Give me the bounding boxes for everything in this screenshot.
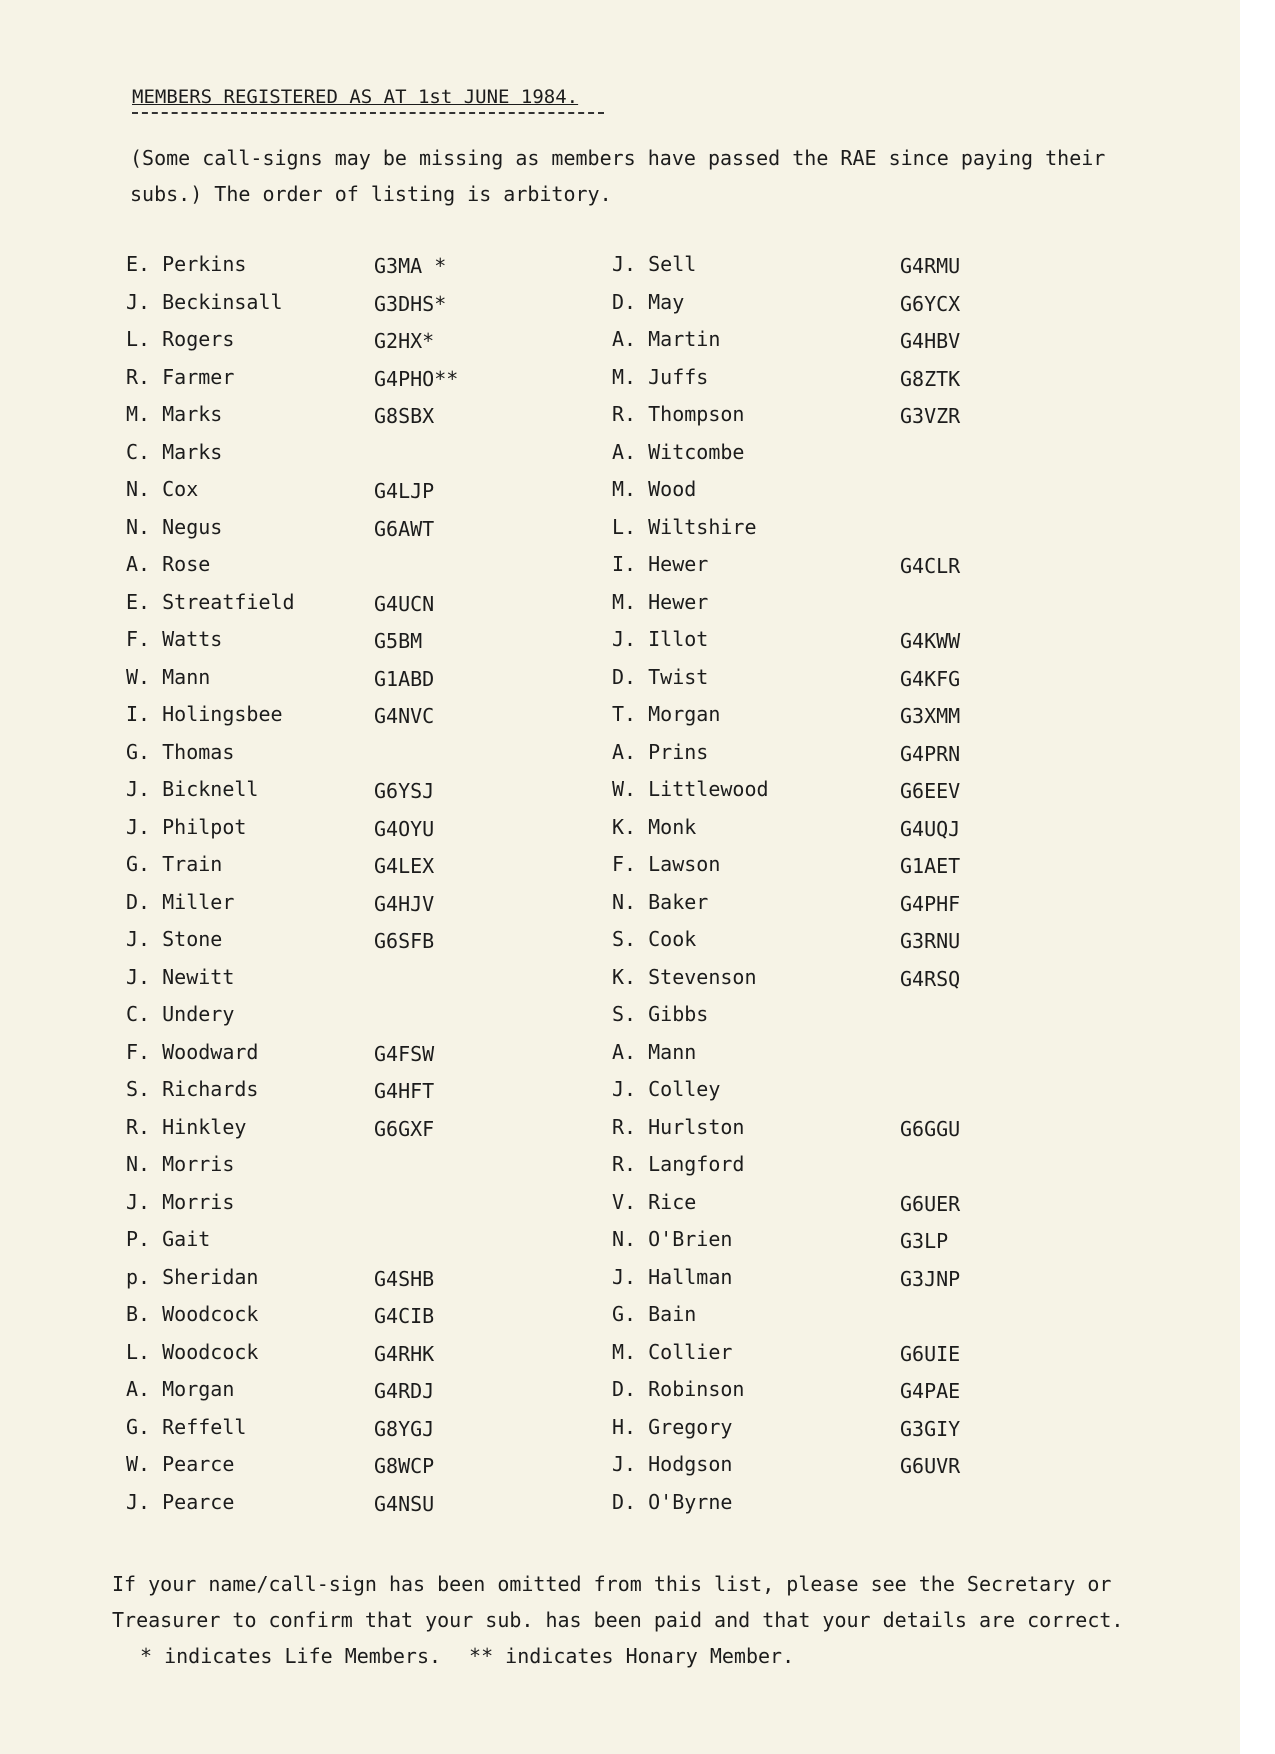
member-name: N. O'Brien (612, 1227, 733, 1251)
member-callsign: G3DHS* (374, 291, 447, 316)
member-callsign: G3JNP (900, 1266, 961, 1291)
intro-paragraph: (Some call-signs may be missing as members have passed the RAE since paying their subs.) The order of listing is arbitory. (130, 146, 1106, 206)
member-callsign: G6GXF (374, 1116, 435, 1141)
member-callsign: G4RSQ (900, 966, 961, 991)
member-name: R. Farmer (126, 364, 235, 389)
member-callsign: G4PHF (900, 891, 961, 916)
member-name: K. Stevenson (612, 964, 757, 989)
member-callsign: G3XMM (900, 704, 961, 728)
member-callsign: G8ZTK (900, 366, 961, 391)
footer-note (112, 1566, 1142, 1674)
member-callsign: G4CIB (374, 1304, 435, 1328)
member-callsign: G4PRN (900, 741, 961, 766)
member-name: D. Miller (126, 889, 235, 914)
member-callsign: G3GIY (900, 1416, 961, 1441)
member-name: A. Martin (612, 327, 721, 351)
member-name: M. Wood (612, 477, 697, 501)
member-name: L. Woodcock (126, 1339, 259, 1364)
member-name: A. Prins (612, 739, 709, 764)
member-name: J. Pearce (126, 1489, 235, 1514)
page-title: MEMBERS REGISTERED AS AT 1st JUNE 1984. (132, 86, 579, 108)
member-name: J. Stone (126, 927, 223, 951)
member-name: J. Bicknell (126, 777, 259, 801)
member-name: N. Baker (612, 889, 709, 914)
member-callsign: G6UIE (900, 1341, 961, 1366)
member-callsign: G4RDJ (374, 1379, 435, 1403)
member-callsign: G4KWW (900, 629, 961, 653)
member-callsign: G3VZR (900, 404, 961, 428)
member-name: J. Hodgson (612, 1452, 733, 1476)
member-name: G. Train (126, 852, 223, 876)
member-name: N. Cox (126, 477, 199, 501)
member-callsign: G4RMU (900, 254, 961, 278)
member-name: J. Morris (126, 1189, 235, 1214)
member-name: R. Langford (612, 1152, 745, 1176)
member-name: E. Streatfield (126, 589, 295, 614)
member-callsign: G3LP (900, 1229, 949, 1253)
member-name: A. Mann (612, 1039, 697, 1064)
member-name: R. Hurlston (612, 1114, 745, 1139)
member-name: E. Perkins (126, 252, 247, 276)
member-callsign: G4FSW (374, 1041, 435, 1066)
member-name: S. Cook (612, 927, 697, 951)
member-callsign: G4RHK (374, 1341, 435, 1366)
member-name: R. Hinkley (126, 1114, 247, 1139)
member-callsign: G4HFT (374, 1079, 435, 1103)
member-name: C. Marks (126, 439, 223, 464)
member-callsign: G8SBX (374, 404, 435, 428)
member-name: J. Philpot (126, 814, 247, 839)
member-name: T. Morgan (612, 702, 721, 726)
member-name: B. Woodcock (126, 1302, 259, 1326)
member-callsign: G2HX* (374, 329, 435, 353)
page-edge (1240, 0, 1275, 1754)
member-name: D. Robinson (612, 1377, 745, 1401)
member-name: A. Witcombe (612, 439, 745, 464)
member-name: V. Rice (612, 1189, 697, 1214)
member-callsign: G4PHO** (374, 366, 459, 391)
member-name: L. Wiltshire (612, 514, 757, 539)
member-name: J. Illot (612, 627, 709, 651)
member-name: J. Newitt (126, 964, 235, 989)
member-callsign: G3RNU (900, 929, 961, 953)
member-name: G. Thomas (126, 739, 235, 764)
member-callsign: G3MA * (374, 254, 447, 278)
member-name: C. Undery (126, 1002, 235, 1026)
member-name: S. Gibbs (612, 1002, 709, 1026)
member-name: M. Hewer (612, 589, 709, 614)
member-name: J. Colley (612, 1077, 721, 1101)
member-name: D. Twist (612, 664, 709, 689)
member-callsign: G8WCP (374, 1454, 435, 1478)
member-callsign: G4HBV (900, 329, 961, 353)
member-name: N. Negus (126, 514, 223, 539)
member-name: J. Beckinsall (126, 289, 283, 314)
member-name: W. Littlewood (612, 777, 769, 801)
member-callsign: G4KFG (900, 666, 961, 691)
honorary-member-note: ** indicates Honary Member. (469, 1644, 795, 1668)
member-name: P. Gait (126, 1227, 211, 1251)
member-callsign: G6EEV (900, 779, 961, 803)
member-name: G. Bain (612, 1302, 697, 1326)
member-name: S. Richards (126, 1077, 259, 1101)
member-callsign: G4UCN (374, 591, 435, 616)
life-members-note: * indicates Life Members. (140, 1644, 442, 1668)
member-callsign: G6AWT (374, 516, 435, 541)
member-name: N. Morris (126, 1152, 235, 1176)
member-callsign: G4SHB (374, 1266, 435, 1291)
member-name: W. Pearce (126, 1452, 235, 1476)
title-underline (132, 112, 604, 114)
member-callsign: G5BM (374, 629, 423, 653)
member-name: M. Marks (126, 402, 223, 426)
member-name: K. Monk (612, 814, 697, 839)
member-name: M. Collier (612, 1339, 733, 1364)
member-name: W. Mann (126, 664, 211, 689)
member-name: A. Morgan (126, 1377, 235, 1401)
member-callsign: G8YGJ (374, 1416, 435, 1441)
member-callsign: G6GGU (900, 1116, 961, 1141)
member-name: D. O'Byrne (612, 1489, 733, 1514)
member-name: I. Holingsbee (126, 702, 283, 726)
member-name: I. Hewer (612, 552, 709, 576)
member-name: F. Woodward (126, 1039, 259, 1064)
member-callsign: G1ABD (374, 666, 435, 691)
member-name: H. Gregory (612, 1414, 733, 1439)
member-callsign: G4NSU (374, 1491, 435, 1516)
member-callsign: G4OYU (374, 816, 435, 841)
member-name: F. Watts (126, 627, 223, 651)
member-callsign: G6UVR (900, 1454, 961, 1478)
member-name: G. Reffell (126, 1414, 247, 1439)
member-name: R. Thompson (612, 402, 745, 426)
footer-text: If your name/call-sign has been omitted from this list, please see the Secretary or Treasurer to confirm that your sub. has been paid and that your details are correct. (112, 1572, 1124, 1632)
member-callsign: G6SFB (374, 929, 435, 953)
member-callsign: G4HJV (374, 891, 435, 916)
member-name: A. Rose (126, 552, 211, 576)
member-name: F. Lawson (612, 852, 721, 876)
member-name: p. Sheridan (126, 1264, 259, 1289)
member-callsign: G6YSJ (374, 779, 435, 803)
member-name: J. Sell (612, 252, 697, 276)
member-name: D. May (612, 289, 685, 314)
member-callsign: G1AET (900, 854, 961, 878)
member-callsign: G6YCX (900, 291, 961, 316)
member-name: M. Juffs (612, 364, 709, 389)
member-callsign: G4NVC (374, 704, 435, 728)
member-name: J. Hallman (612, 1264, 733, 1289)
member-name: L. Rogers (126, 327, 235, 351)
member-callsign: G4LEX (374, 854, 435, 878)
member-callsign: G6UER (900, 1191, 961, 1216)
member-callsign: G4PAE (900, 1379, 961, 1403)
member-callsign: G4LJP (374, 479, 435, 503)
member-callsign: G4UQJ (900, 816, 961, 841)
member-callsign: G4CLR (900, 554, 961, 578)
